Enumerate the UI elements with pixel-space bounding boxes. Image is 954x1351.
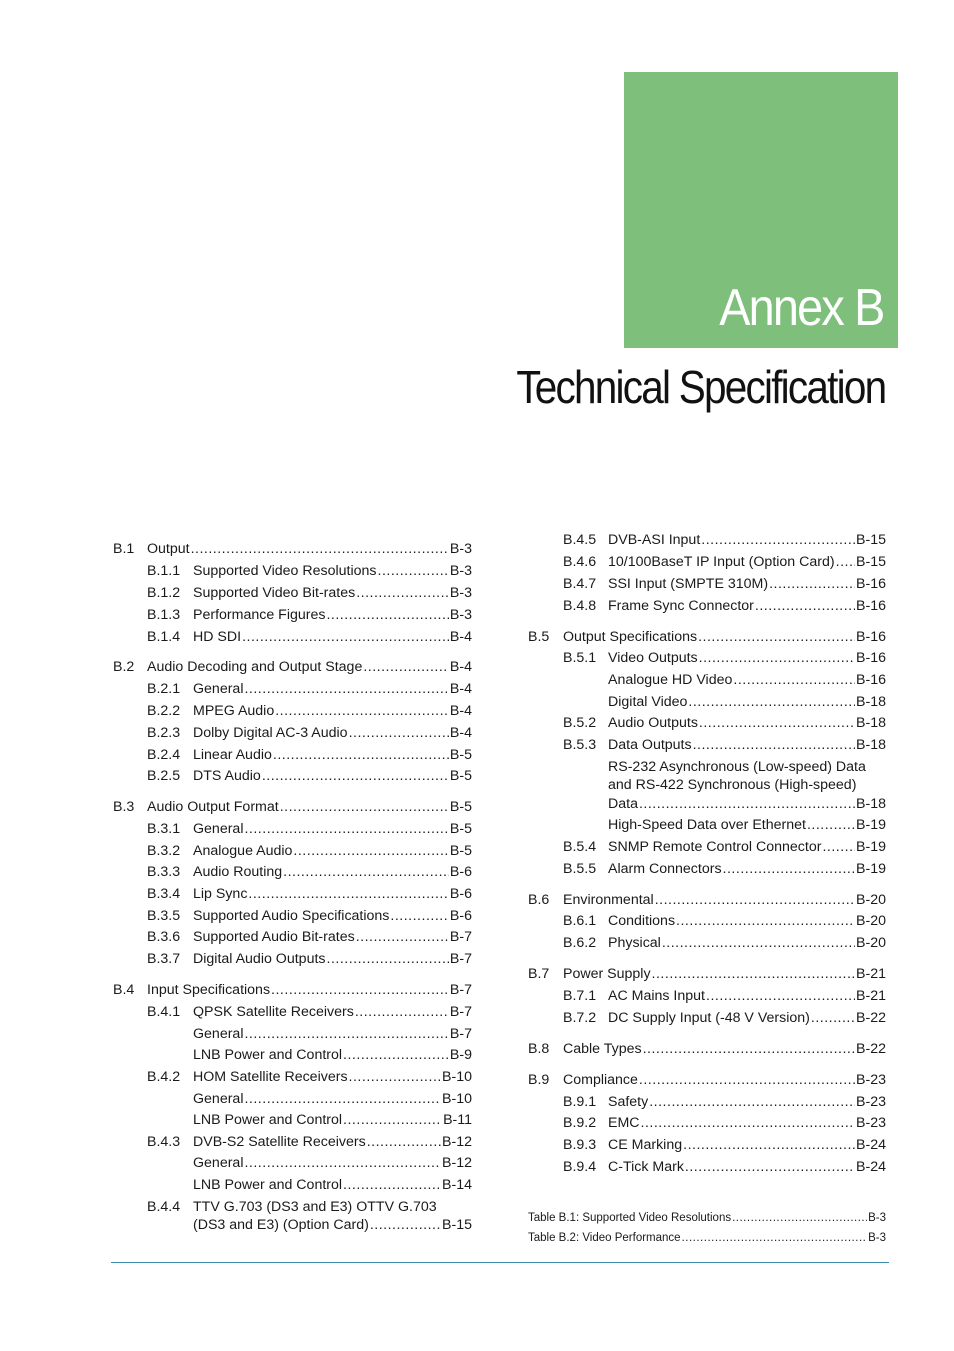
toc-number: B.7 bbox=[528, 966, 550, 982]
table-entry-title: Table B.1: Supported Video Resolutions bbox=[528, 1212, 732, 1224]
toc-entry-page: B-23 bbox=[856, 1094, 886, 1110]
toc-number: B.7.2 bbox=[563, 1010, 597, 1026]
toc-entry[interactable] bbox=[193, 606, 472, 624]
toc-entry[interactable] bbox=[608, 597, 886, 615]
toc-entry-page: B-9 bbox=[449, 1047, 472, 1063]
toc-entry[interactable] bbox=[193, 1176, 472, 1194]
dot-leader bbox=[248, 885, 449, 903]
toc-entry-page: B-5 bbox=[449, 768, 472, 784]
toc-entry-page: B-15 bbox=[856, 532, 886, 548]
toc-entry-title: General bbox=[193, 821, 244, 837]
dot-leader bbox=[807, 816, 855, 834]
toc-entry-page: B-4 bbox=[449, 629, 472, 645]
dot-leader bbox=[275, 702, 449, 720]
footer-rule bbox=[111, 1262, 889, 1263]
toc-entry-title: Video Outputs bbox=[608, 650, 698, 666]
toc-entry-title: Physical bbox=[608, 935, 661, 951]
dot-leader bbox=[641, 1114, 856, 1132]
toc-entry-page: B-22 bbox=[856, 1041, 886, 1057]
dot-leader bbox=[191, 540, 449, 558]
toc-entry-page: B-4 bbox=[449, 725, 472, 741]
toc-entry-page: B-4 bbox=[449, 659, 472, 675]
table-entry[interactable] bbox=[528, 1228, 886, 1248]
toc-entry[interactable] bbox=[608, 1009, 886, 1027]
toc-number: B.4 bbox=[113, 982, 135, 998]
toc-number: B.9 bbox=[528, 1072, 550, 1088]
toc-entry[interactable] bbox=[608, 860, 886, 878]
toc-entry-page: B-3 bbox=[449, 563, 472, 579]
toc-entry-title: Conditions bbox=[608, 913, 676, 929]
toc-number: B.2.3 bbox=[147, 725, 181, 741]
toc-entry-title: Environmental bbox=[563, 892, 654, 908]
dot-leader bbox=[271, 981, 449, 999]
toc-entry-page: B-10 bbox=[442, 1091, 472, 1107]
toc-entry-page: B-16 bbox=[856, 650, 886, 666]
toc-entry-title: Data Outputs bbox=[608, 737, 692, 753]
toc-entry[interactable] bbox=[147, 658, 472, 676]
toc-number: B.4.4 bbox=[147, 1199, 181, 1215]
toc-number: B.2.5 bbox=[147, 768, 181, 784]
dot-leader bbox=[685, 1158, 855, 1176]
toc-entry-title: DTS Audio bbox=[193, 768, 261, 784]
toc-number: B.7.1 bbox=[563, 988, 597, 1004]
dot-leader bbox=[676, 912, 855, 930]
toc-entry[interactable] bbox=[608, 553, 886, 571]
toc-entry-title: DC Supply Input (-48 V Version) bbox=[608, 1010, 810, 1026]
dot-leader bbox=[326, 606, 448, 624]
toc-entry-title: Data bbox=[608, 796, 638, 812]
dot-leader bbox=[293, 842, 449, 860]
toc-entry-title: Compliance bbox=[563, 1072, 638, 1088]
dot-leader bbox=[356, 584, 449, 602]
toc-number: B.3.5 bbox=[147, 908, 181, 924]
dot-leader bbox=[262, 767, 449, 785]
dot-leader bbox=[706, 987, 855, 1005]
toc-entry[interactable] bbox=[193, 1111, 472, 1129]
toc-entry[interactable] bbox=[608, 531, 886, 549]
dot-leader bbox=[683, 1136, 855, 1154]
toc-entry-title: Supported Video Bit-rates bbox=[193, 585, 356, 601]
toc-number: B.1.3 bbox=[147, 607, 181, 623]
dot-leader bbox=[242, 628, 449, 646]
toc-entry-title: Digital Audio Outputs bbox=[193, 951, 326, 967]
dot-leader bbox=[356, 928, 449, 946]
toc-number: B.5 bbox=[528, 629, 550, 645]
dot-leader bbox=[639, 1071, 855, 1089]
toc-entry[interactable] bbox=[608, 912, 886, 930]
toc-entry[interactable] bbox=[563, 965, 886, 983]
toc-entry[interactable] bbox=[193, 562, 472, 580]
toc-entry-page: B-20 bbox=[856, 892, 886, 908]
toc-entry-title: Analogue HD Video bbox=[608, 672, 733, 688]
toc-entry[interactable] bbox=[608, 575, 886, 593]
dot-leader bbox=[822, 838, 855, 856]
toc-entry[interactable] bbox=[193, 724, 472, 742]
toc-entry[interactable] bbox=[193, 842, 472, 860]
toc-number: B.2 bbox=[113, 659, 135, 675]
toc-number: B.3.2 bbox=[147, 843, 181, 859]
toc-entry-title: Linear Audio bbox=[193, 747, 272, 763]
toc-entry[interactable] bbox=[193, 702, 472, 720]
toc-entry-page: B-7 bbox=[449, 982, 472, 998]
toc-entry-page: B-18 bbox=[856, 715, 886, 731]
toc-number: B.4.5 bbox=[563, 532, 597, 548]
toc-entry-title: C-Tick Mark bbox=[608, 1159, 684, 1175]
annex-label: Annex B bbox=[719, 279, 884, 337]
toc-entry-title: LNB Power and Control bbox=[193, 1177, 343, 1193]
toc-entry[interactable] bbox=[193, 1154, 472, 1172]
toc-entry-page: B-16 bbox=[856, 598, 886, 614]
toc-entry-page: B-3 bbox=[449, 607, 472, 623]
toc-entry-page: B-15 bbox=[442, 1217, 472, 1233]
toc-entry[interactable] bbox=[608, 736, 886, 754]
dot-leader bbox=[701, 531, 855, 549]
toc-entry-title: (DS3 and E3) (Option Card) bbox=[193, 1217, 369, 1233]
toc-entry-page: B-16 bbox=[856, 629, 886, 645]
toc-entry-page: B-24 bbox=[856, 1137, 886, 1153]
toc-entry-page: B-5 bbox=[449, 799, 472, 815]
dot-leader bbox=[733, 671, 855, 689]
toc-entry-page: B-19 bbox=[856, 839, 886, 855]
toc-entry[interactable] bbox=[563, 1071, 886, 1089]
table-list bbox=[528, 1208, 886, 1248]
toc-entry[interactable] bbox=[147, 981, 472, 999]
dot-leader bbox=[643, 1040, 855, 1058]
dot-leader bbox=[367, 1133, 441, 1151]
toc-entry-page: B-21 bbox=[856, 966, 886, 982]
toc-entry[interactable] bbox=[193, 767, 472, 785]
toc-entry-page: B-18 bbox=[856, 737, 886, 753]
toc-entry-title: Cable Types bbox=[563, 1041, 642, 1057]
toc-number: B.4.8 bbox=[563, 598, 597, 614]
toc-number: B.4.3 bbox=[147, 1134, 181, 1150]
toc-number: B.5.5 bbox=[563, 861, 597, 877]
toc-entry[interactable] bbox=[193, 1068, 472, 1086]
toc-entry[interactable] bbox=[193, 584, 472, 602]
toc-entry-title: HOM Satellite Receivers bbox=[193, 1069, 348, 1085]
toc-entry-title: General bbox=[193, 1091, 244, 1107]
toc-entry[interactable] bbox=[147, 540, 472, 558]
toc-entry[interactable] bbox=[608, 1158, 886, 1176]
toc-number: B.1.4 bbox=[147, 629, 181, 645]
toc-number: B.2.2 bbox=[147, 703, 181, 719]
toc-entry[interactable] bbox=[608, 693, 886, 711]
dot-leader bbox=[363, 658, 449, 676]
toc-entry-page: B-18 bbox=[856, 694, 886, 710]
dot-leader bbox=[355, 1003, 449, 1021]
toc-entry-title: General bbox=[193, 1155, 244, 1171]
toc-entry-page: B-4 bbox=[449, 703, 472, 719]
toc-entry-page: B-20 bbox=[856, 913, 886, 929]
toc-number: B.3.6 bbox=[147, 929, 181, 945]
toc-entry-title: Output bbox=[147, 541, 190, 557]
toc-entry[interactable] bbox=[608, 1136, 886, 1154]
dot-leader bbox=[349, 1068, 441, 1086]
dot-leader bbox=[378, 562, 449, 580]
toc-entry-page: B-5 bbox=[449, 843, 472, 859]
toc-entry-page: B-12 bbox=[442, 1155, 472, 1171]
toc-entry[interactable] bbox=[193, 950, 472, 968]
table-entry-title: Table B.2: Video Performance bbox=[528, 1232, 681, 1244]
toc-entry-page: B-22 bbox=[856, 1010, 886, 1026]
toc-entry-title: General bbox=[193, 1026, 244, 1042]
dot-leader bbox=[723, 860, 855, 878]
table-entry[interactable] bbox=[528, 1208, 886, 1228]
toc-number: B.6.1 bbox=[563, 913, 597, 929]
toc-entry-title: Output Specifications bbox=[563, 629, 698, 645]
toc-entry-title: DVB-S2 Satellite Receivers bbox=[193, 1134, 366, 1150]
dot-leader bbox=[698, 628, 855, 646]
toc-entry-page: B-14 bbox=[442, 1177, 472, 1193]
toc-entry[interactable] bbox=[193, 680, 472, 698]
toc-entry-page: B-7 bbox=[449, 1004, 472, 1020]
toc-number: B.5.2 bbox=[563, 715, 597, 731]
toc-entry-title: AC Mains Input bbox=[608, 988, 705, 1004]
dot-leader bbox=[273, 746, 449, 764]
toc-entry-page: B-3 bbox=[449, 541, 472, 557]
toc-entry-title: Supported Audio Bit-rates bbox=[193, 929, 355, 945]
toc-number: B.4.1 bbox=[147, 1004, 181, 1020]
toc-entry-title: Power Supply bbox=[563, 966, 651, 982]
toc-entry-page: B-19 bbox=[856, 861, 886, 877]
toc-number: B.2.4 bbox=[147, 747, 181, 763]
toc-number: B.3.4 bbox=[147, 886, 181, 902]
toc-entry-title: QPSK Satellite Receivers bbox=[193, 1004, 354, 1020]
toc-entry[interactable] bbox=[193, 1025, 472, 1043]
toc-number: B.3.7 bbox=[147, 951, 181, 967]
dot-leader bbox=[699, 649, 855, 667]
toc-entry-page: B-11 bbox=[443, 1112, 472, 1128]
toc-entry[interactable] bbox=[563, 628, 886, 646]
dot-leader bbox=[649, 1093, 855, 1111]
toc-number: B.9.4 bbox=[563, 1159, 597, 1175]
dot-leader bbox=[655, 891, 855, 909]
toc-entry-page: B-23 bbox=[856, 1115, 886, 1131]
toc-entry-title: Performance Figures bbox=[193, 607, 326, 623]
toc-number: B.9.3 bbox=[563, 1137, 597, 1153]
toc-number: B.6 bbox=[528, 892, 550, 908]
toc-entry-page: B-6 bbox=[449, 864, 472, 880]
toc-number: B.3 bbox=[113, 799, 135, 815]
toc-entry[interactable] bbox=[193, 820, 472, 838]
toc-entry[interactable] bbox=[193, 885, 472, 903]
dot-leader bbox=[370, 1216, 441, 1234]
toc-entry-page: B-15 bbox=[856, 554, 886, 570]
toc-number: B.5.1 bbox=[563, 650, 597, 666]
toc-entry-title: CE Marking bbox=[608, 1137, 683, 1153]
dot-leader bbox=[639, 795, 855, 813]
toc-entry[interactable] bbox=[193, 746, 472, 764]
toc-entry-title: DVB-ASI Input bbox=[608, 532, 701, 548]
toc-entry-page: B-21 bbox=[856, 988, 886, 1004]
toc-entry-page: B-16 bbox=[856, 672, 886, 688]
toc-entry[interactable] bbox=[608, 649, 886, 667]
toc-entry-title: Lip Sync bbox=[193, 886, 248, 902]
toc-entry[interactable] bbox=[193, 907, 472, 925]
dot-leader bbox=[327, 950, 449, 968]
toc-number: B.1.1 bbox=[147, 563, 181, 579]
toc-entry-title-line: and RS-422 Synchronous (High-speed) bbox=[608, 777, 857, 793]
toc-entry[interactable] bbox=[608, 816, 886, 834]
toc-entry[interactable] bbox=[193, 1046, 472, 1064]
toc-entry-title: General bbox=[193, 681, 244, 697]
toc-entry-title: SNMP Remote Control Connector bbox=[608, 839, 822, 855]
dot-leader bbox=[280, 798, 449, 816]
table-entry-page: B-3 bbox=[868, 1232, 886, 1244]
toc-entry-page: B-7 bbox=[449, 1026, 472, 1042]
dot-leader bbox=[390, 907, 449, 925]
toc-entry-title: Supported Audio Specifications bbox=[193, 908, 390, 924]
toc-entry-title: Supported Video Resolutions bbox=[193, 563, 377, 579]
toc-number: B.2.1 bbox=[147, 681, 181, 697]
toc-number: B.8 bbox=[528, 1041, 550, 1057]
dot-leader bbox=[755, 597, 855, 615]
dot-leader bbox=[699, 714, 855, 732]
toc-entry[interactable] bbox=[193, 1216, 472, 1234]
toc-entry-page: B-10 bbox=[442, 1069, 472, 1085]
dot-leader bbox=[343, 1176, 441, 1194]
toc-number: B.5.4 bbox=[563, 839, 597, 855]
toc-entry-page: B-7 bbox=[449, 951, 472, 967]
dot-leader bbox=[244, 1154, 441, 1172]
toc-entry-page: B-19 bbox=[856, 817, 886, 833]
toc-entry[interactable] bbox=[608, 1093, 886, 1111]
toc-number: B.4.2 bbox=[147, 1069, 181, 1085]
toc-entry[interactable] bbox=[608, 838, 886, 856]
toc-entry[interactable] bbox=[608, 934, 886, 952]
dot-leader bbox=[244, 820, 448, 838]
dot-leader bbox=[688, 693, 855, 711]
dot-leader bbox=[244, 1025, 448, 1043]
dot-leader bbox=[283, 863, 449, 881]
dot-leader bbox=[732, 1208, 867, 1228]
toc-entry-title: Dolby Digital AC-3 Audio bbox=[193, 725, 348, 741]
toc-number: B.4.7 bbox=[563, 576, 597, 592]
toc-entry-page: B-3 bbox=[449, 585, 472, 601]
toc-number: B.3.3 bbox=[147, 864, 181, 880]
toc-entry[interactable] bbox=[608, 987, 886, 1005]
toc-entry-page: B-5 bbox=[449, 821, 472, 837]
toc-entry[interactable] bbox=[193, 1090, 472, 1108]
dot-leader bbox=[244, 680, 448, 698]
page-title: Technical Specification bbox=[515, 361, 885, 413]
toc-number: B.9.1 bbox=[563, 1094, 597, 1110]
toc-entry-page: B-24 bbox=[856, 1159, 886, 1175]
toc-entry[interactable] bbox=[563, 891, 886, 909]
toc-entry-page: B-16 bbox=[856, 576, 886, 592]
toc-entry[interactable] bbox=[608, 714, 886, 732]
toc-entry-page: B-12 bbox=[442, 1134, 472, 1150]
toc-entry-title: EMC bbox=[608, 1115, 640, 1131]
toc-entry-title: MPEG Audio bbox=[193, 703, 275, 719]
toc-entry-title: Audio Routing bbox=[193, 864, 283, 880]
toc-entry-title: Analogue Audio bbox=[193, 843, 293, 859]
toc-entry-page: B-5 bbox=[449, 747, 472, 763]
toc-entry-title: Digital Video bbox=[608, 694, 688, 710]
dot-leader bbox=[769, 575, 855, 593]
toc-entry-page: B-6 bbox=[449, 908, 472, 924]
toc-number: B.3.1 bbox=[147, 821, 181, 837]
toc-entry-title: Audio Output Format bbox=[147, 799, 279, 815]
toc-entry-title-line: RS-232 Asynchronous (Low-speed) Data bbox=[608, 759, 866, 775]
dot-leader bbox=[343, 1111, 442, 1129]
dot-leader bbox=[349, 724, 449, 742]
dot-leader bbox=[682, 1228, 868, 1248]
toc-number: B.9.2 bbox=[563, 1115, 597, 1131]
toc-number: B.1.2 bbox=[147, 585, 181, 601]
toc-number: B.1 bbox=[113, 541, 135, 557]
toc-entry-title: Audio Outputs bbox=[608, 715, 698, 731]
dot-leader bbox=[652, 965, 855, 983]
toc-entry[interactable] bbox=[193, 1003, 472, 1021]
dot-leader bbox=[693, 736, 855, 754]
toc-entry-page: B-4 bbox=[449, 681, 472, 697]
toc-entry[interactable] bbox=[193, 628, 472, 646]
toc-entry-page: B-20 bbox=[856, 935, 886, 951]
dot-leader bbox=[343, 1046, 449, 1064]
dot-leader bbox=[244, 1090, 441, 1108]
toc-entry[interactable] bbox=[147, 798, 472, 816]
toc-number: B.5.3 bbox=[563, 737, 597, 753]
toc-number: B.6.2 bbox=[563, 935, 597, 951]
toc-entry-title: LNB Power and Control bbox=[193, 1047, 343, 1063]
annex-banner bbox=[624, 72, 898, 348]
toc-entry-title: Frame Sync Connector bbox=[608, 598, 754, 614]
toc-entry-title: Audio Decoding and Output Stage bbox=[147, 659, 363, 675]
toc-entry[interactable] bbox=[563, 1040, 886, 1058]
toc-entry-title: SSI Input (SMPTE 310M) bbox=[608, 576, 769, 592]
toc-entry[interactable] bbox=[608, 795, 886, 813]
toc-entry-title-line: TTV G.703 (DS3 and E3) OTTV G.703 bbox=[193, 1199, 437, 1215]
toc-entry[interactable] bbox=[193, 928, 472, 946]
toc-entry-title: LNB Power and Control bbox=[193, 1112, 343, 1128]
dot-leader bbox=[836, 553, 855, 571]
toc-entry-title: High-Speed Data over Ethernet bbox=[608, 817, 806, 833]
toc-entry-title: 10/100BaseT IP Input (Option Card) bbox=[608, 554, 835, 570]
toc-entry-page: B-7 bbox=[449, 929, 472, 945]
toc-entry-page: B-6 bbox=[449, 886, 472, 902]
toc-entry[interactable] bbox=[193, 1133, 472, 1151]
toc-entry-title: HD SDI bbox=[193, 629, 242, 645]
toc-entry[interactable] bbox=[608, 1114, 886, 1132]
table-entry-page: B-3 bbox=[868, 1212, 886, 1224]
toc-entry-page: B-18 bbox=[856, 796, 886, 812]
toc-entry[interactable] bbox=[193, 863, 472, 881]
toc-entry-title: Input Specifications bbox=[147, 982, 271, 998]
toc-entry[interactable] bbox=[608, 671, 886, 689]
toc-entry-title: Safety bbox=[608, 1094, 649, 1110]
dot-leader bbox=[811, 1009, 855, 1027]
toc-entry-page: B-23 bbox=[856, 1072, 886, 1088]
toc-number: B.4.6 bbox=[563, 554, 597, 570]
toc-entry-title: Alarm Connectors bbox=[608, 861, 722, 877]
dot-leader bbox=[662, 934, 855, 952]
